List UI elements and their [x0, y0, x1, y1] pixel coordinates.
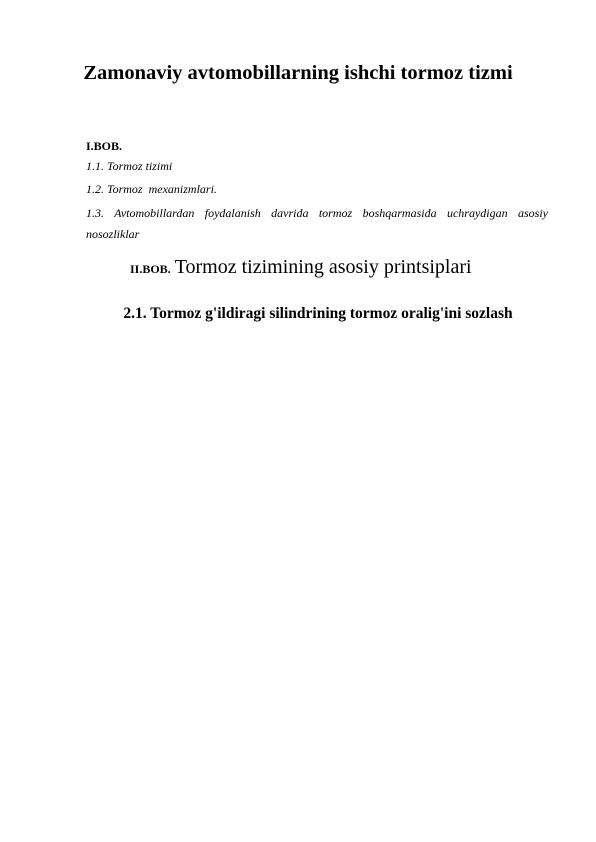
chapter-one-label: I.BOB.	[86, 139, 123, 153]
toc-item-1-3: 1.3. Avtomobillardan foydalanish davrida tormoz boshqarmasida uchraydigan asosiy nosozliklar	[86, 206, 548, 241]
chapter-two-heading	[130, 256, 472, 279]
toc-item-1-2: 1.2. Tormoz mexanizmlari.	[86, 182, 217, 196]
document-title: Zamonaviy avtomobillarning ishchi tormoz tizmi	[83, 62, 513, 84]
section-heading-2-1: 2.1. Tormoz g'ildiragi silindrining tormoz oralig'ini sozlash	[123, 305, 513, 322]
toc-item-1-1: 1.1. Tormoz tizimi	[86, 159, 173, 173]
chapter-two-label: II.BOB.	[130, 262, 171, 276]
chapter-two-title: Tormoz tizimining asosiy printsiplari	[174, 256, 472, 278]
